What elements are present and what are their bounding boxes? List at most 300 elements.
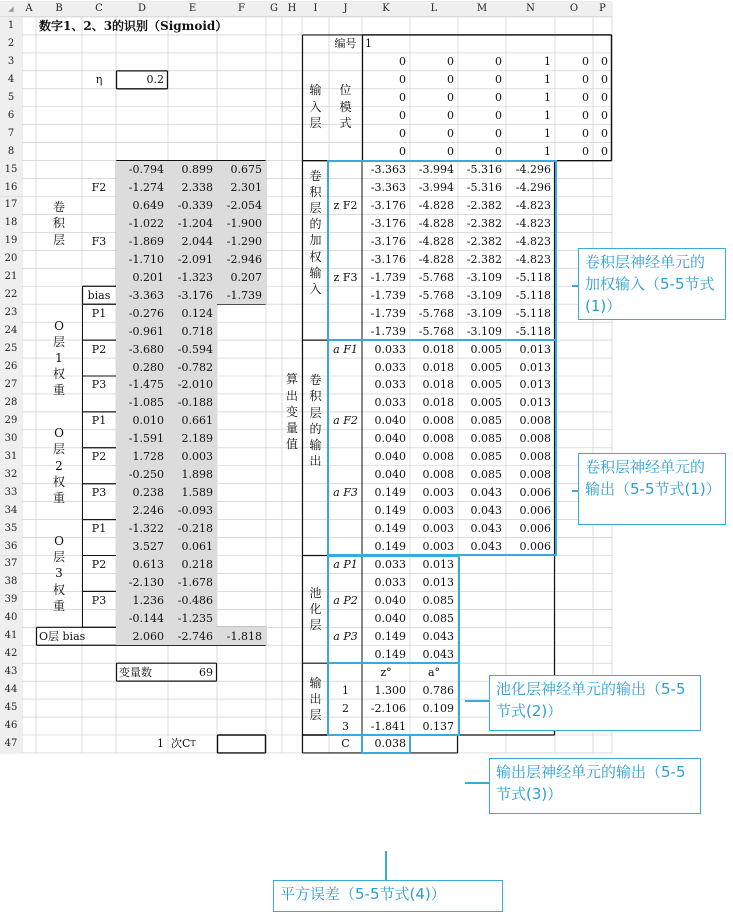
o2-weight-label-char: O: [54, 426, 64, 441]
row-header: 46: [0, 717, 22, 735]
o1-weight-label-char: 权: [52, 367, 65, 382]
a-cell: 0.033: [374, 378, 406, 392]
weight-cell: -1.475: [128, 378, 164, 392]
weight-cell: -1.322: [128, 522, 164, 536]
input-cell: 1: [544, 109, 551, 123]
a-cell: 0.040: [374, 468, 406, 482]
conv-output-label-char: 的: [309, 421, 322, 436]
row-header: 3: [0, 53, 22, 71]
weight-cell: -1.900: [226, 216, 262, 230]
o2-weight-label: [36, 412, 82, 520]
row-header: 16: [0, 179, 22, 197]
weight-cell: 0.010: [132, 414, 164, 428]
input-cell: 1: [544, 145, 551, 159]
a-cell: 0.005: [470, 378, 502, 392]
z-cell: -4.823: [515, 252, 551, 266]
input-cell: 0: [447, 91, 454, 105]
o-bias-label: O层 bias: [39, 629, 86, 643]
z-cell: -1.739: [370, 306, 406, 320]
output-layer-label: [302, 663, 329, 735]
z-cell: -5.768: [418, 288, 454, 302]
row-header: 33: [0, 484, 22, 502]
a-cell: 0.149: [374, 504, 406, 518]
z-cell: -5.316: [466, 163, 502, 177]
input-cell: 0: [447, 109, 454, 123]
weight-cell: 0.649: [132, 198, 164, 212]
z-cell: -5.768: [418, 270, 454, 284]
column-header: O: [555, 2, 593, 16]
o3-weight-label-char: 重: [52, 598, 65, 613]
out-z-header: z°: [380, 665, 392, 679]
z-cell: -5.118: [515, 270, 551, 284]
weighted-input-label-char: 层: [309, 201, 322, 216]
a-cell: 0.006: [519, 504, 551, 518]
weight-cell: -2.091: [177, 252, 213, 266]
row-header: 34: [0, 502, 22, 520]
weight-cell: 0.280: [132, 360, 164, 374]
input-cell: 0: [601, 91, 608, 105]
weight-cell: -1.323: [177, 270, 213, 284]
input-cell: 0: [447, 127, 454, 141]
row-header: 24: [0, 322, 22, 340]
pool-cell: 0.033: [374, 575, 406, 589]
pool-weight-label: P1: [91, 522, 107, 536]
input-cell: 0: [399, 109, 406, 123]
weight-cell: 0.124: [181, 306, 213, 320]
row-header: 21: [0, 268, 22, 286]
column-header: A: [22, 2, 36, 16]
a-cell: 0.043: [470, 540, 502, 554]
o2-weight-label-char: 2: [55, 458, 63, 473]
z-cell: -3.176: [370, 234, 406, 248]
weight-cell: 0.718: [181, 324, 213, 338]
weight-cell: 0.613: [132, 557, 164, 571]
o2-weight-label-char: 层: [52, 442, 65, 457]
a-cell: 0.008: [519, 468, 551, 482]
pool-weight-label: P2: [91, 450, 107, 464]
a-cell: 0.018: [422, 396, 454, 410]
input-cell: 0: [399, 127, 406, 141]
input-cell: 0: [582, 55, 589, 69]
callout-pool-output-text: 池化层神经单元的输出（5-5节式(2)）: [496, 680, 686, 720]
pool-weight-label: P3: [91, 593, 107, 607]
weight-cell: -3.680: [128, 342, 164, 356]
weight-cell: -1.235: [177, 611, 213, 625]
pool-cell: 0.013: [422, 575, 454, 589]
row-header: 47: [0, 735, 22, 753]
input-cell: 0: [495, 73, 502, 87]
column-header: K: [362, 2, 410, 16]
row-header: 30: [0, 430, 22, 448]
z-cell: -3.176: [370, 216, 406, 230]
a-cell: 0.033: [374, 360, 406, 374]
input-cell: 0: [601, 73, 608, 87]
a-cell: 0.008: [422, 432, 454, 446]
pattern-label-char: 式: [339, 115, 352, 130]
column-header: J: [329, 2, 362, 16]
z-cell: -4.823: [515, 198, 551, 212]
weight-cell: -2.130: [128, 575, 164, 589]
input-cell: 0: [495, 55, 502, 69]
connector-conv: [572, 490, 579, 492]
o1-weight-label-char: 重: [52, 383, 65, 398]
weight-cell: 0.003: [181, 450, 213, 464]
input-cell: 1: [544, 55, 551, 69]
a-cell: 0.085: [470, 468, 502, 482]
callout-pool-output: [489, 675, 701, 731]
weighted-input-label-char: 加: [309, 233, 322, 248]
weight-cell: 2.044: [181, 234, 213, 248]
input-cell: 0: [447, 145, 454, 159]
column-header: H: [282, 2, 302, 16]
a-cell: 0.008: [422, 468, 454, 482]
pool-weight-label: P3: [91, 378, 107, 392]
row-header: 18: [0, 214, 22, 232]
callout-conv-output: [578, 453, 726, 525]
pool-weight-label: P3: [91, 486, 107, 500]
input-cell: 0: [495, 109, 502, 123]
z-cell: -4.828: [418, 216, 454, 230]
z-cell: -3.994: [418, 163, 454, 177]
connector-sq: [385, 851, 387, 881]
weight-cell: 0.238: [132, 486, 164, 500]
z-cell: -4.823: [515, 216, 551, 230]
a-cell: 0.040: [374, 450, 406, 464]
input-cell: 0: [582, 127, 589, 141]
weight-cell: -0.093: [177, 504, 213, 518]
callout-conv-output-text: 卷积层神经单元的输出（5-5节式(1)）: [585, 458, 721, 498]
z-cell: -5.316: [466, 181, 502, 195]
weight-cell: -0.961: [128, 324, 164, 338]
o3-weight-label-char: 3: [55, 566, 63, 581]
callout-weighted-input: [578, 248, 726, 320]
callout-sq-error: [273, 880, 503, 912]
out-row-number: 1: [342, 683, 349, 697]
pool-weight-label: P2: [91, 557, 107, 571]
weight-cell: 0.899: [181, 163, 213, 177]
weight-cell: -3.176: [177, 288, 213, 302]
conv-output-label-char: 积: [309, 389, 322, 404]
weight-cell: -2.946: [226, 252, 262, 266]
row-header: 15: [0, 161, 22, 179]
pool-weight-label: P1: [91, 414, 107, 428]
weighted-input-label-char: 的: [309, 217, 322, 232]
weight-cell: -0.250: [128, 468, 164, 482]
z-cell: -2.382: [466, 252, 502, 266]
filter-f3-label: F3: [91, 234, 107, 248]
a-cell: 0.003: [422, 540, 454, 554]
a-cell: 0.085: [470, 450, 502, 464]
z-cell: -4.828: [418, 198, 454, 212]
row-header: 42: [0, 645, 22, 663]
weight-cell: 2.189: [181, 432, 213, 446]
pool-cell: 0.033: [374, 557, 406, 571]
conv-layer-label-char: 积: [52, 216, 65, 231]
z-cell: -2.382: [466, 234, 502, 248]
row-header: 23: [0, 304, 22, 322]
row-header: 25: [0, 340, 22, 358]
pool-cell: 0.040: [374, 611, 406, 625]
weight-cell: 0.061: [181, 540, 213, 554]
z-cell: -3.363: [370, 181, 406, 195]
a-filter-label: a F2: [333, 414, 358, 428]
pool-cell: 0.149: [374, 629, 406, 643]
filter-f2-label: F2: [91, 181, 107, 195]
z-cell: -3.176: [370, 198, 406, 212]
bias-label: bias: [87, 288, 111, 302]
a-filter-label: a F3: [333, 486, 358, 500]
out-z-value: -1.841: [370, 719, 406, 733]
row-header: 32: [0, 466, 22, 484]
z-cell: -5.768: [418, 306, 454, 320]
input-layer-label-char: 层: [309, 115, 322, 130]
z-cell: -5.118: [515, 306, 551, 320]
connector-out: [465, 782, 490, 784]
pool-cell: 0.085: [422, 611, 454, 625]
row-header: 8: [0, 143, 22, 161]
row-header: 5: [0, 89, 22, 107]
row-header: 29: [0, 412, 22, 430]
weight-cell: 0.207: [230, 270, 262, 284]
z-cell: -3.994: [418, 181, 454, 195]
eta-label: η: [95, 73, 103, 87]
row-header: 36: [0, 538, 22, 556]
weight-cell: 1.898: [181, 468, 213, 482]
z-cell: -2.382: [466, 198, 502, 212]
sheet-title: 数字1、2、3的识别（Sigmoid）: [39, 18, 228, 33]
weight-cell: -1.204: [177, 216, 213, 230]
pool-cell: 0.043: [422, 629, 454, 643]
weight-cell: -2.746: [177, 629, 213, 643]
a-pool-label: a P1: [333, 557, 358, 571]
a-cell: 0.006: [519, 486, 551, 500]
output-layer-label-char: 层: [309, 708, 322, 723]
input-cell: 0: [601, 127, 608, 141]
input-cell: 0: [495, 127, 502, 141]
o3-weight-label: [36, 520, 82, 628]
weight-cell: -1.591: [128, 432, 164, 446]
input-cell: 0: [582, 145, 589, 159]
connector-weighted: [572, 285, 579, 287]
row-header: 44: [0, 681, 22, 699]
z-cell: -1.739: [370, 270, 406, 284]
weight-cell: 2.060: [132, 629, 164, 643]
row-header: 22: [0, 286, 22, 304]
o2-weight-label-char: 权: [52, 474, 65, 489]
pattern-label: [329, 53, 362, 161]
a-cell: 0.013: [519, 378, 551, 392]
out-a-header: a°: [427, 665, 441, 679]
id-label: 编号: [334, 37, 357, 51]
ct-value: 1: [157, 737, 164, 751]
out-a-value: 0.786: [422, 683, 454, 697]
var-count-value: 69: [199, 665, 213, 679]
input-cell: 0: [495, 145, 502, 159]
calc-values-label-char: 算: [285, 372, 298, 387]
weight-cell: -3.363: [128, 288, 164, 302]
row-header: 4: [0, 71, 22, 89]
a-cell: 0.033: [374, 342, 406, 356]
pool-layer-label-char: 层: [309, 618, 322, 633]
output-layer-label-char: 出: [309, 691, 322, 706]
weight-cell: 0.675: [230, 163, 262, 177]
input-cell: 0: [582, 91, 589, 105]
a-cell: 0.040: [374, 414, 406, 428]
pool-layer-label-char: 池: [309, 586, 322, 601]
out-row-number: 3: [342, 719, 349, 733]
a-cell: 0.043: [470, 522, 502, 536]
z-cell: -3.363: [370, 163, 406, 177]
o1-weight-label: [36, 304, 82, 412]
row-header: 39: [0, 591, 22, 609]
weight-cell: -0.594: [177, 342, 213, 356]
out-a-value: 0.109: [422, 701, 454, 715]
eta-value: 0.2: [146, 73, 164, 87]
a-cell: 0.005: [470, 342, 502, 356]
weight-cell: -0.188: [177, 396, 213, 410]
pool-layer-label: [302, 556, 329, 664]
row-header: 6: [0, 107, 22, 125]
weight-cell: -1.710: [128, 252, 164, 266]
a-cell: 0.008: [519, 414, 551, 428]
weighted-input-label: [302, 161, 329, 305]
a-cell: 0.008: [519, 450, 551, 464]
weight-cell: 1.728: [132, 450, 164, 464]
ct-label: 次C T: [171, 737, 196, 751]
weight-cell: 2.301: [230, 181, 262, 195]
column-header: C: [82, 2, 116, 16]
a-cell: 0.006: [519, 522, 551, 536]
column-header: G: [266, 2, 282, 16]
pool-weight-label: P1: [91, 306, 107, 320]
weight-cell: -0.276: [128, 306, 164, 320]
weight-cell: -1.739: [226, 288, 262, 302]
weight-cell: -0.782: [177, 360, 213, 374]
z-cell: -5.768: [418, 324, 454, 338]
weighted-input-label-char: 卷: [309, 168, 322, 183]
o1-weight-label-char: 1: [55, 350, 63, 365]
calc-values-label: [282, 358, 302, 466]
weight-cell: -0.794: [128, 163, 164, 177]
z-cell: -4.296: [515, 181, 551, 195]
z-cell: -3.109: [466, 306, 502, 320]
input-cell: 0: [399, 91, 406, 105]
input-cell: 0: [399, 73, 406, 87]
row-header: 26: [0, 358, 22, 376]
a-pool-label: a P2: [333, 593, 358, 607]
callout-sq-error-text: 平方误差（5-5节式(4)）: [280, 885, 446, 903]
pool-cell: 0.149: [374, 647, 406, 661]
a-cell: 0.043: [470, 504, 502, 518]
conv-layer-label: [36, 161, 82, 287]
conv-layer-label-char: 层: [52, 232, 65, 247]
conv-output-label-char: 层: [309, 405, 322, 420]
z-f2-label: z F2: [333, 198, 358, 212]
cost-value: 0.038: [374, 737, 406, 751]
a-cell: 0.013: [519, 396, 551, 410]
row-header: 27: [0, 376, 22, 394]
callout-out-output-text: 输出层神经单元的输出（5-5节式(3)）: [496, 763, 686, 803]
weight-cell: -1.085: [128, 396, 164, 410]
pool-cell: 0.013: [422, 557, 454, 571]
conv-output-label-char: 输: [309, 438, 322, 453]
out-z-value: -2.106: [370, 701, 406, 715]
pool-cell: 0.085: [422, 593, 454, 607]
input-cell: 0: [582, 73, 589, 87]
weight-cell: 2.246: [132, 504, 164, 518]
weight-cell: -1.818: [226, 629, 262, 643]
weight-cell: 0.201: [132, 270, 164, 284]
a-cell: 0.040: [374, 432, 406, 446]
z-cell: -3.109: [466, 324, 502, 338]
select-all-corner: ◢: [0, 2, 22, 16]
a-cell: 0.018: [422, 342, 454, 356]
input-cell: 0: [582, 109, 589, 123]
weight-cell: -0.144: [128, 611, 164, 625]
connector-pool: [465, 700, 490, 702]
weight-cell: -2.010: [177, 378, 213, 392]
column-header: N: [506, 2, 555, 16]
row-header: 35: [0, 520, 22, 538]
a-cell: 0.005: [470, 360, 502, 374]
z-f3-label: z F3: [333, 270, 358, 284]
column-header: M: [458, 2, 506, 16]
row-header: 19: [0, 232, 22, 250]
id-value: 1: [365, 37, 372, 51]
out-a-value: 0.137: [422, 719, 454, 733]
z-cell: -1.739: [370, 324, 406, 338]
o3-weight-label-char: 层: [52, 550, 65, 565]
out-z-value: 1.300: [374, 683, 406, 697]
z-cell: -5.118: [515, 288, 551, 302]
weight-cell: 1.589: [181, 486, 213, 500]
a-cell: 0.013: [519, 360, 551, 374]
weighted-input-label-char: 输: [309, 265, 322, 280]
weight-cell: 0.218: [181, 557, 213, 571]
a-cell: 0.018: [422, 360, 454, 374]
input-cell: 0: [601, 55, 608, 69]
row-header: 31: [0, 448, 22, 466]
input-cell: 0: [601, 145, 608, 159]
weighted-input-label-char: 入: [309, 281, 322, 296]
o1-weight-label-char: 层: [52, 334, 65, 349]
o3-weight-label-char: O: [54, 533, 64, 548]
weight-cell: -1.869: [128, 234, 164, 248]
z-cell: -3.176: [370, 252, 406, 266]
calc-values-label-char: 变: [285, 404, 298, 419]
a-cell: 0.006: [519, 540, 551, 554]
a-cell: 0.003: [422, 486, 454, 500]
column-header: L: [410, 2, 458, 16]
column-header: E: [168, 2, 217, 16]
z-cell: -3.109: [466, 288, 502, 302]
input-cell: 0: [601, 109, 608, 123]
column-header: P: [593, 2, 612, 16]
row-header: 17: [0, 197, 22, 215]
weight-cell: -2.054: [226, 198, 262, 212]
calc-values-label-char: 量: [285, 420, 298, 435]
row-header: 1: [0, 17, 22, 35]
cost-label: C: [341, 737, 350, 751]
z-cell: -3.109: [466, 270, 502, 284]
z-cell: -4.828: [418, 252, 454, 266]
input-cell: 0: [399, 55, 406, 69]
a-cell: 0.005: [470, 396, 502, 410]
pattern-label-char: 模: [339, 99, 352, 114]
weight-cell: 1.236: [132, 593, 164, 607]
column-header: D: [116, 2, 168, 16]
calc-values-label-char: 值: [285, 437, 298, 452]
